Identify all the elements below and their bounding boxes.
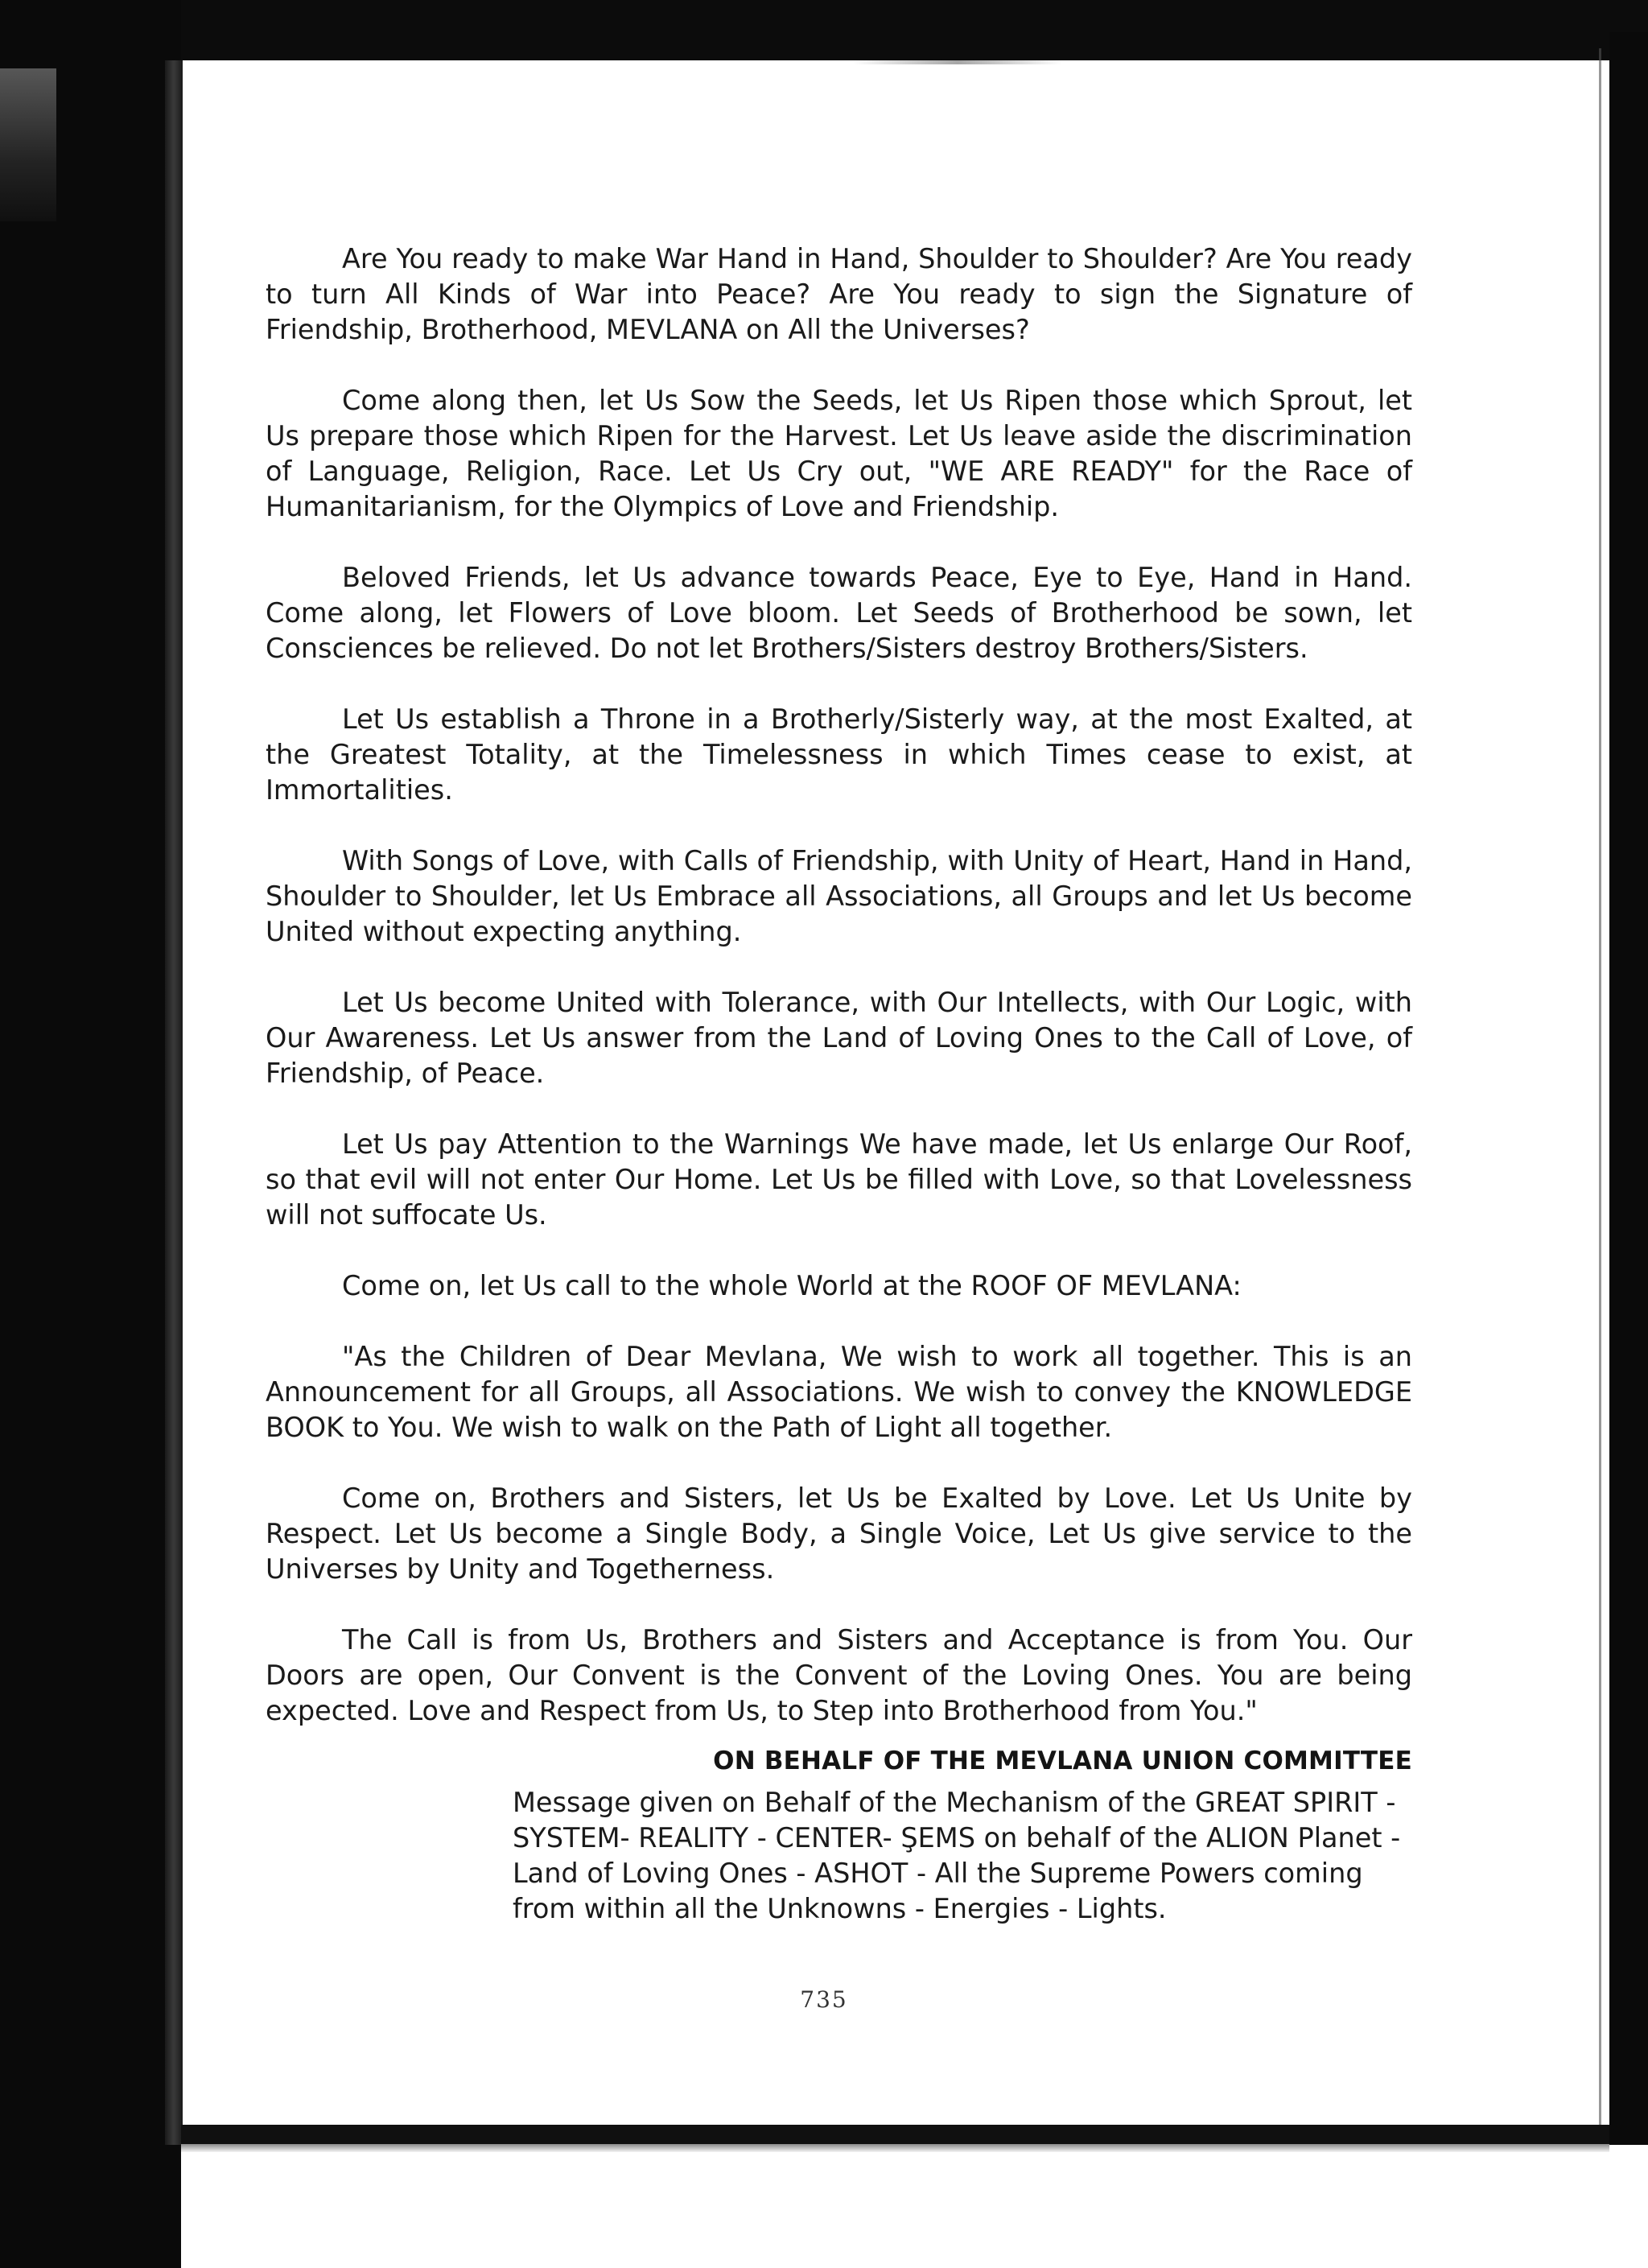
paragraph: With Songs of Love, with Calls of Friendship, with Unity of Heart, Hand in Hand, Shoulder to Shoulder, let Us Embrace all Associations, all Groups and let Us become United without expecting anything. (266, 845, 1412, 947)
scan-edge-left-highlight (0, 68, 56, 221)
scan-top-mark (853, 60, 1062, 64)
paragraph: Come on, Brothers and Sisters, let Us be Exalted by Love. Let Us Unite by Respect. Let Us become a Single Body, a Single Voice, Let Us give service to the Universes by Unity and Togetherness. (266, 1482, 1412, 1585)
page-edge-line (1599, 48, 1601, 2125)
paragraph: Let Us become United with Tolerance, with Our Intellects, with Our Logic, with Our Awareness. Let Us answer from the Land of Loving Ones to the Call of Love, of Friendship, of Peace. (266, 987, 1412, 1089)
paragraph: "As the Children of Dear Mevlana, We wish to work all together. This is an Announcement for all Groups, all Associations. We wish to convey the KNOWLEDGE BOOK to You. We wish to walk on the Path of Light all together. (266, 1341, 1412, 1443)
signature-title: ON BEHALF OF THE MEVLANA UNION COMMITTEE (713, 1746, 1412, 1775)
paragraph: Are You ready to make War Hand in Hand, Shoulder to Shoulder? Are You ready to turn All Kinds of War into Peace? Are You ready to sign the Signature of Friendship, Brotherhood, MEVLANA on All the Universes? (266, 243, 1412, 345)
paragraph: Come on, let Us call to the whole World at the ROOF OF MEVLANA: (342, 1270, 1242, 1301)
paragraph: Let Us establish a Throne in a Brotherly/Sisterly way, at the most Exalted, at the Greatest Totality, at the Timelessness in which Times cease to exist, at Immortalities. (266, 703, 1412, 806)
paragraph: Let Us pay Attention to the Warnings We have made, let Us enlarge Our Roof, so that evil will not enter Our Home. Let Us be filled with Love, so that Lovelessness will not suffocate Us. (266, 1128, 1412, 1231)
book-gutter (165, 60, 183, 2145)
scan-edge-left (0, 0, 181, 2268)
page-number: 735 (800, 1986, 848, 2013)
scan-edge-top (0, 0, 1648, 60)
paragraph: Beloved Friends, let Us advance towards Peace, Eye to Eye, Hand in Hand. Come along, let Flowers of Love bloom. Let Seeds of Brotherhood be sown, let Consciences be relieved. Do not let Brothers/Sisters destroy Brothers/Sisters. (266, 562, 1412, 664)
signature-note: Message given on Behalf of the Mechanism of the GREAT SPIRIT - SYSTEM- REALITY - CENTER- ŞEMS on behalf of the ALION Planet - Land of Loving Ones - ASHOT - All the Supreme Powers coming from within all the Unknowns - Energies - Lights. (513, 1787, 1401, 1924)
signature-block (266, 1743, 1412, 1927)
page-body (266, 241, 1412, 1927)
paragraph: Come along then, let Us Sow the Seeds, let Us Ripen those which Sprout, let Us prepare those which Ripen for the Harvest. Let Us leave aside the discrimination of Language, Religion, Race. Let Us Cry out, "WE ARE READY" for the Race of Humanitarianism, for the Olympics of Love and Friendship. (266, 385, 1412, 522)
paragraph: The Call is from Us, Brothers and Sisters and Acceptance is from You. Our Doors are open, Our Convent is the Convent of the Loving Ones. You are being expected. Love and Respect from Us, to Step into Brotherhood from You." (266, 1624, 1412, 1726)
scan-edge-bottom (181, 2125, 1609, 2144)
scan-edge-right (1609, 32, 1648, 2145)
scan-edge-bottom-shadow (181, 2144, 1609, 2152)
